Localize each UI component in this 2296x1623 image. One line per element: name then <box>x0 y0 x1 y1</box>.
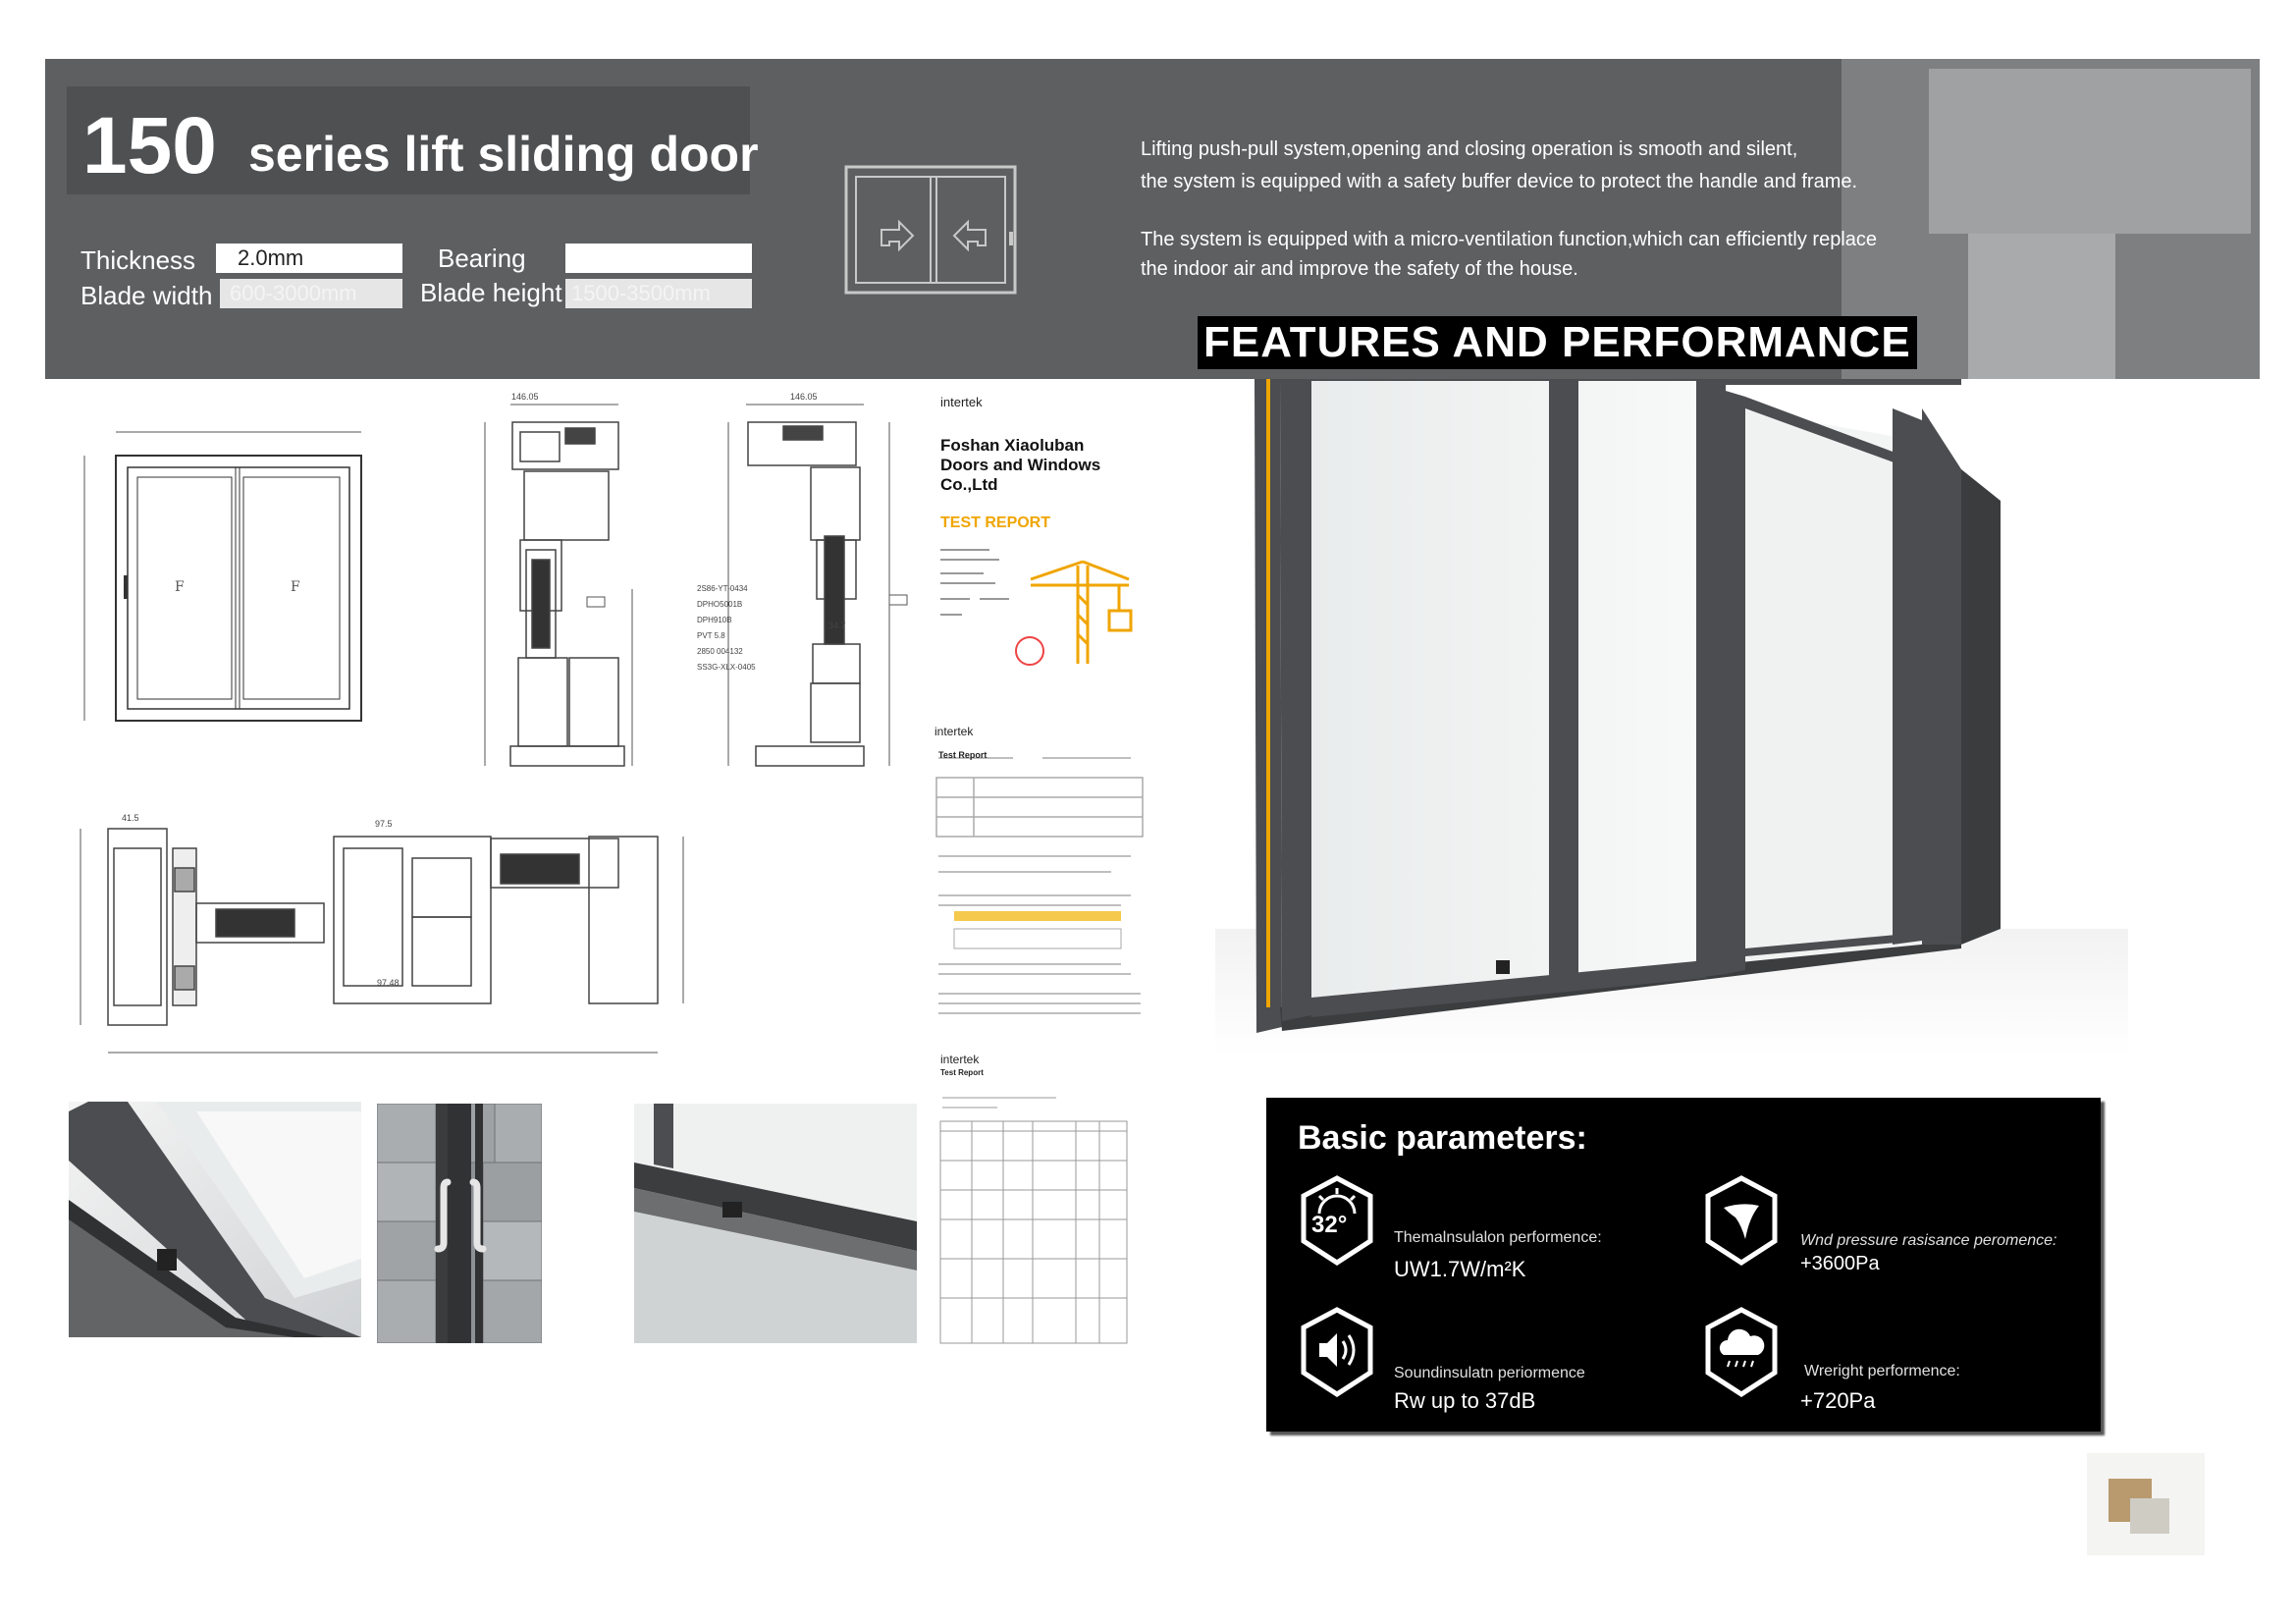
dim-41-5: 41.5 <box>122 813 139 823</box>
watertightness-value: +720Pa <box>1800 1388 1876 1413</box>
blade-width-value: 600-3000mm <box>220 279 402 308</box>
intertek-logo-3: intertek <box>940 1053 980 1066</box>
bearing-value <box>565 243 752 273</box>
horizontal-section-drawing <box>69 809 697 1064</box>
legend-item: DPHO5001B <box>697 600 743 609</box>
vertical-section-drawing-2 <box>717 393 913 785</box>
door-elevation-drawing <box>77 410 371 729</box>
watertightness-label: Wreright performence: <box>1804 1363 1960 1380</box>
test-report-title-2: Test Report <box>938 750 988 760</box>
logo-square-grey <box>2130 1498 2169 1534</box>
legend-item: PVT 5.8 <box>697 631 725 640</box>
thickness-value: 2.0mm <box>216 243 402 273</box>
sound-insulation-value: Rw up to 37dB <box>1394 1388 1536 1413</box>
wind-pressure-label: Wnd pressure rasisance peromence: <box>1800 1232 2057 1249</box>
blade-height-value: 1500-3500mm <box>565 279 752 308</box>
header-deco-square <box>1968 234 2115 379</box>
sliding-track-photo <box>634 1104 917 1343</box>
test-report-label: TEST REPORT <box>940 514 1051 531</box>
test-report-page-2 <box>934 719 1148 1023</box>
intertek-logo-2: intertek <box>934 725 974 738</box>
company-name: Foshan Xiaoluban Doors and Windows Co.,Ltd <box>940 436 1101 494</box>
handle-detail-photo <box>377 1104 542 1343</box>
dim-97-5: 97.5 <box>375 819 393 829</box>
description-line-3: The system is equipped with a micro-ventilation function,which can efficiently replace <box>1141 229 1877 250</box>
description-line-1: Lifting push-pull system,opening and closing operation is smooth and silent, <box>1141 138 1798 160</box>
series-number: 150 <box>82 101 217 190</box>
features-title: FEATURES AND PERFORMANCE <box>1198 316 1917 369</box>
sliding-door-diagram-icon <box>842 147 1021 301</box>
svg-text:F: F <box>291 579 300 595</box>
legend-item: SS3G-XLX-0405 <box>697 663 756 672</box>
rain-cloud-icon <box>1702 1306 1781 1398</box>
legend-item: 2850 004132 <box>697 647 743 656</box>
sound-insulation-label: Soundinsulatn periormence <box>1394 1365 1585 1381</box>
legend-item: 2S86-YT-0434 <box>697 584 748 593</box>
dim-97-48: 97.48 <box>377 978 400 988</box>
series-name: series lift sliding door <box>248 127 759 182</box>
sliding-door-render <box>1215 379 2128 1056</box>
blade-height-label: Blade height <box>420 278 562 307</box>
blade-width-label: Blade width <box>80 281 213 310</box>
thickness-label: Thickness <box>80 245 196 275</box>
wind-pressure-value: +3600Pa <box>1800 1253 1880 1274</box>
vertical-section-drawing <box>471 393 648 785</box>
dim-146-b: 146.05 <box>790 392 818 402</box>
speaker-icon <box>1298 1306 1376 1398</box>
description-line-4: the indoor air and improve the safety of the house. <box>1141 258 1578 280</box>
test-report-title-3: Test Report <box>940 1068 984 1077</box>
wind-icon <box>1702 1174 1781 1267</box>
threshold-detail-photo <box>69 1102 361 1337</box>
header-deco-square <box>2115 234 2260 379</box>
thermal-insulation-value: UW1.7W/m²K <box>1394 1257 1526 1281</box>
basic-parameters-title: Basic parameters: <box>1298 1119 1587 1157</box>
legend-item: DPH910B <box>697 616 732 624</box>
bearing-label: Bearing <box>438 243 526 273</box>
thermometer-icon-label: 32° <box>1311 1212 1348 1238</box>
report-fine-print <box>940 546 1029 644</box>
dim-146-a: 146.05 <box>511 392 539 402</box>
test-report-page-3 <box>938 1053 1131 1347</box>
svg-text:F: F <box>175 579 185 595</box>
description-line-2: the system is equipped with a safety buffer device to protect the handle and frame. <box>1141 171 1858 192</box>
brand-logo <box>2087 1453 2205 1555</box>
thermal-insulation-label: Themalnsulalon performence: <box>1394 1229 1602 1246</box>
header-deco-square <box>1929 69 2251 234</box>
dim-34-7: 34.7 <box>828 621 846 630</box>
intertek-logo-1: intertek <box>940 395 983 409</box>
seal-stamp <box>1015 636 1044 666</box>
